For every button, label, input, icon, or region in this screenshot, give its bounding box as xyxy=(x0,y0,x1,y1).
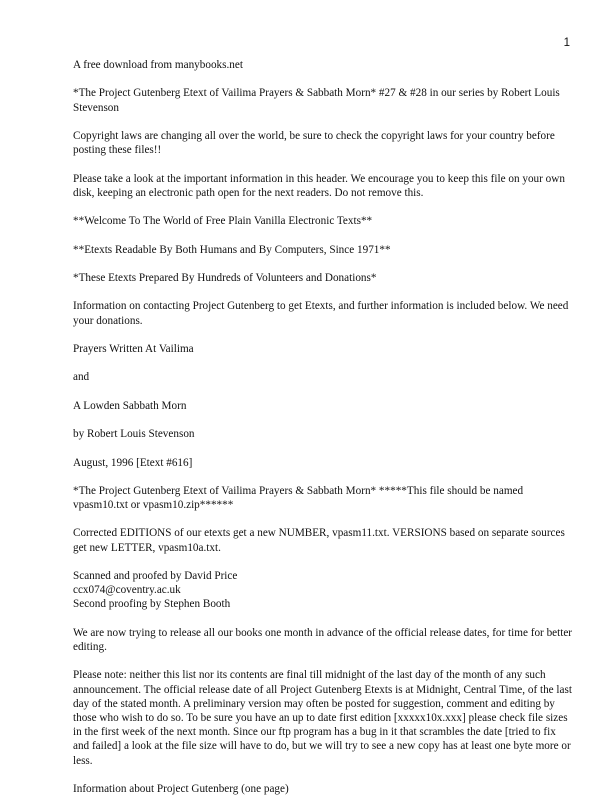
etext-title-line: *The Project Gutenberg Etext of Vailima Prayers & Sabbath Morn* #27 & #28 in our series by Robert Louis Stevenson xyxy=(73,87,560,114)
copyright-notice: Copyright laws are changing all over the world, be sure to check the copyright laws for your country before posting these files!! xyxy=(73,129,555,157)
gutenberg-info-heading: Information about Project Gutenberg (one page) xyxy=(73,783,289,796)
credit-scanner: Scanned and proofed by David Price xyxy=(73,570,238,583)
etext-date: August, 1996 [Etext #616] xyxy=(73,456,193,469)
volunteers-banner: *These Etexts Prepared By Hundreds of Volunteers and Donations* xyxy=(73,271,377,284)
welcome-banner: **Welcome To The World of Free Plain Vanilla Electronic Texts** xyxy=(73,215,373,228)
download-source-line: A free download from manybooks.net xyxy=(73,59,243,71)
book-subtitle: A Lowden Sabbath Morn xyxy=(73,399,187,412)
credit-proofing: Second proofing by Stephen Booth xyxy=(73,598,231,611)
contact-info: Information on contacting Project Gutenberg to get Etexts, and further information is included below. We need your donations. xyxy=(73,300,569,327)
credits-block xyxy=(73,569,573,612)
book-author: by Robert Louis Stevenson xyxy=(73,428,195,441)
page-number: 1 xyxy=(563,37,570,49)
readable-banner: **Etexts Readable By Both Humans and By Computers, Since 1971** xyxy=(73,243,391,256)
release-date-note: Please note: neither this list nor its contents are final till midnight of the last day of the month of any such announcement. The official release date of all Project Gutenberg Etexts is at Midnight, Central Time, of the last day of the stated month. A preliminary version may often be posted for suggestion, comment and editing by those who wish to do so. To be sure you have an up to date first edition [xxxxx10x.xxx] please check file sizes in the first week of the next month. Since our ftp program has a bug in it that scrambles the date [tried to fix and failed] a look at the file size will have to do, but we will try to see a new copy has at least one byte more or less. xyxy=(73,669,572,767)
header-notice: Please take a look at the important information in this header. We encourage you to keep this file on your own disk, keeping an electronic path open for the next readers. Do not remove this. xyxy=(73,172,565,199)
release-schedule-note: We are now trying to release all our books one month in advance of the official release dates, for time for better editing. xyxy=(73,626,573,654)
credit-email: ccx074@coventry.ac.uk xyxy=(73,584,181,597)
document-body xyxy=(73,58,573,810)
file-naming-note: *The Project Gutenberg Etext of Vailima Prayers & Sabbath Morn* *****This file should be named vpasm10.txt or vpasm10.zip****** xyxy=(73,484,524,512)
book-title: Prayers Written At Vailima xyxy=(73,342,194,355)
editions-note: Corrected EDITIONS of our etexts get a new NUMBER, vpasm11.txt. VERSIONS based on separate sources get new LETTER, vpasm10a.txt. xyxy=(73,527,565,554)
title-conjunction: and xyxy=(73,371,90,384)
